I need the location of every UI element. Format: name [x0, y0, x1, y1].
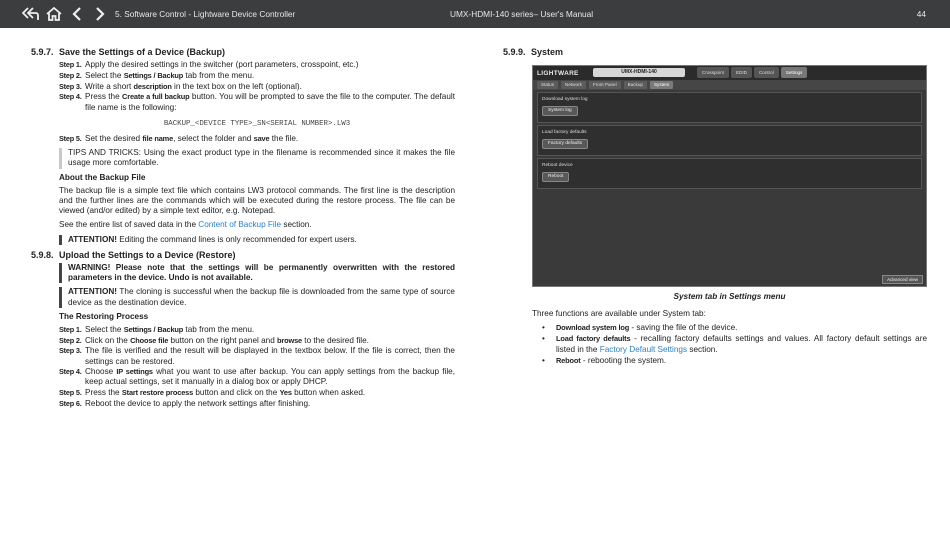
tab-settings[interactable]: Settings	[781, 67, 808, 78]
reboot-button[interactable]: Reboot	[542, 172, 569, 182]
section-598-body	[31, 263, 455, 409]
step-row: Step 4. Choose IP settings what you want to use after backup. You can apply settings from the backup file, keep actual settings, set it manually in a dialog box or apply DHCP.	[59, 367, 456, 387]
figure-caption: System tab in Settings menu	[673, 292, 786, 301]
see-also: See the entire list of saved data in the Content of Backup File section.	[59, 220, 312, 230]
left-column	[31, 47, 455, 410]
system-intro: Three functions are available under System tab:	[532, 309, 706, 318]
system-description	[532, 309, 927, 366]
restoring-process-heading: The Restoring Process	[59, 311, 149, 321]
step-row: Step 1. Apply the desired settings in the switcher (port parameters, crosspoint, etc.)	[59, 60, 359, 70]
system-log-panel: Download system log System log	[537, 92, 922, 123]
tab-edid[interactable]: EDID	[731, 67, 752, 78]
settings-subtabs	[533, 80, 926, 90]
step-row: Step 3. Write a short description in the text box on the left (optional).	[59, 81, 302, 91]
right-column	[503, 47, 927, 387]
step-row: Step 1. Select the Settings / Backup tab from the menu.	[59, 324, 255, 334]
tab-control[interactable]: Control	[754, 67, 779, 78]
system-tab-screenshot	[532, 65, 927, 287]
default-filename: BACKUP_<DEVICE TYPE>_SN<SERIAL NUMBER>.LW3	[163, 119, 351, 128]
factory-default-settings-link[interactable]: Factory Default Settings	[599, 344, 688, 354]
manual-title: UMX-HDMI-140 series– User's Manual	[450, 9, 594, 19]
attention-box: ATTENTION! Editing the command lines is only recommended for expert users.	[59, 235, 455, 245]
main-menu	[697, 67, 807, 78]
subtab-system[interactable]: System	[650, 81, 673, 89]
top-bar	[0, 0, 950, 28]
lw-header	[533, 66, 926, 80]
step-row: Step 3. The file is verified and the result will be displayed in the textbox below. If the file is correct, then the settings can be restored.	[59, 346, 455, 366]
list-item: • Reboot - rebooting the system.	[542, 355, 667, 365]
step-row: Step 2. Click on the Choose file button on the right panel and browse to the desired file.	[59, 335, 369, 345]
subtab-network[interactable]: Network	[561, 81, 586, 89]
attention-box: ATTENTION! The cloning is successful when the backup file is downloaded from the same type of source device as the destination device.	[59, 287, 455, 307]
step-row: Step 6. Reboot the device to apply the network settings after finishing.	[59, 398, 311, 408]
list-item: • Load factory defaults - recalling factory defaults settings and values. All factory default settings are listed in the Factory Default Settings section.	[542, 334, 927, 354]
section-heading-599: 5.9.9. System	[503, 47, 564, 57]
list-item: • Download system log - saving the file of the device.	[542, 323, 738, 333]
section-heading-597: 5.9.7. Save the Settings of a Device (Backup)	[31, 47, 226, 57]
content-of-backup-link[interactable]: Content of Backup File	[198, 220, 282, 230]
section-597-body	[31, 60, 455, 245]
nav-toolbar	[0, 6, 108, 23]
advanced-view-button[interactable]: Advanced view	[882, 275, 923, 284]
subtab-backup[interactable]: Backup	[624, 81, 647, 89]
step-row: Step 5. Set the desired file name, select the folder and save the file.	[59, 133, 299, 143]
back-all-icon[interactable]	[22, 6, 39, 23]
about-heading: About the Backup File	[59, 172, 146, 182]
tab-crosspoint[interactable]: Crosspoint	[697, 67, 729, 78]
chevron-left-icon[interactable]	[68, 6, 85, 23]
step-row: Step 4. Press the Create a full backup button. You will be prompted to save the file to the computer. The default file name is the following:	[59, 92, 455, 112]
tips-box: TIPS AND TRICKS: Using the exact product type in the filename is recommended since it makes the file usage more comfortable.	[59, 148, 455, 168]
reboot-panel: Reboot device Reboot	[537, 158, 922, 189]
device-name: UMX-HDMI-140	[593, 68, 685, 77]
factory-defaults-panel: Load factory defaults Factory defaults	[537, 125, 922, 156]
about-text: The backup file is a simple text file which contains LW3 protocol commands. The first line is the description and the further lines are the commands which will be executed during the restore process. The file can be viewed (and/or edited) by a simple text editor, e.g. Notepad.	[59, 185, 455, 216]
subtab-status[interactable]: Status	[537, 81, 558, 89]
system-log-button[interactable]: System log	[542, 106, 578, 116]
chevron-right-icon[interactable]	[91, 6, 108, 23]
section-heading-598: 5.9.8. Upload the Settings to a Device (Restore)	[31, 249, 236, 260]
step-row: Step 5. Press the Start restore process button and click on the Yes button when asked.	[59, 388, 366, 398]
chapter-title: 5. Software Control - Lightware Device Controller	[115, 9, 296, 19]
subtab-front-panel[interactable]: Front Panel	[589, 81, 621, 89]
factory-defaults-button[interactable]: Factory defaults	[542, 139, 588, 149]
warning-box: WARNING! Please note that the settings will be permanently overwritten with the restored parameters in the device. Undo is not available.	[59, 263, 455, 283]
step-row: Step 2. Select the Settings / Backup tab from the menu.	[59, 70, 255, 80]
home-icon[interactable]	[45, 6, 62, 23]
lightware-logo: LIGHTWARE	[537, 70, 579, 77]
page-number: 44	[916, 9, 926, 19]
